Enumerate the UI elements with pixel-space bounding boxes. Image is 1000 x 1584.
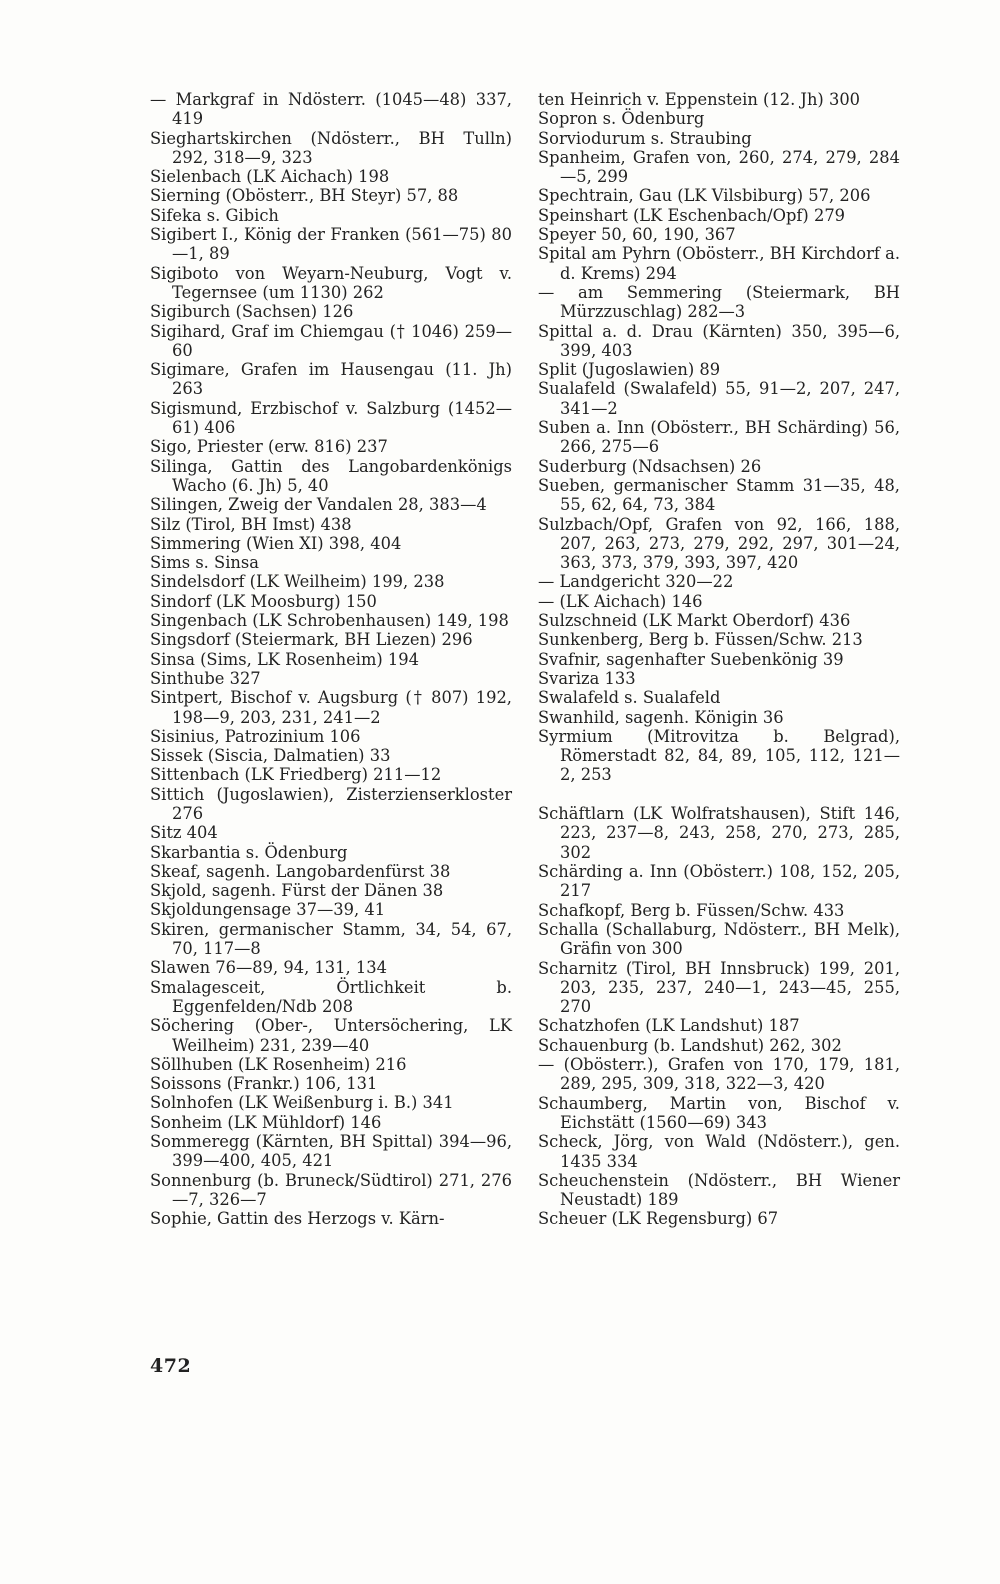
- index-entry: Sophie, Gattin des Herzogs v. Kärn-: [150, 1209, 445, 1229]
- index-entry: Spittal a. d. Drau (Kärnten) 350, 395—6, 399, 403: [538, 321, 900, 360]
- index-entry: Speyer 50, 60, 190, 367: [538, 225, 736, 245]
- index-entry: Spechtrain, Gau (LK Vilsbiburg) 57, 206: [538, 186, 871, 206]
- index-entry: Speinshart (LK Eschenbach/Opf) 279: [538, 205, 846, 225]
- index-column-right: [538, 90, 900, 1229]
- index-entry: Sifeka s. Gibich: [150, 205, 279, 225]
- index-entry: Syrmium (Mitrovitza b. Belgrad), Römerstadt 82, 84, 89, 105, 112, 121—2, 253: [538, 726, 900, 785]
- index-entry: Schatzhofen (LK Landshut) 187: [538, 1016, 800, 1036]
- section-gap: [538, 785, 900, 805]
- index-entry: Svariza 133: [538, 668, 636, 688]
- index-entry: Sindelsdorf (LK Weilheim) 199, 238: [150, 572, 445, 592]
- index-entry: Swanhild, sagenh. Königin 36: [538, 707, 784, 727]
- index-entry: Sunkenberg, Berg b. Füssen/Schw. 213: [538, 630, 863, 650]
- index-entry: Sims s. Sinsa: [150, 553, 259, 573]
- index-entry: — Markgraf in Ndösterr. (1045—48) 337, 419: [150, 90, 512, 129]
- index-entry: Sorviodurum s. Straubing: [538, 128, 752, 148]
- index-entry: Singenbach (LK Schrobenhausen) 149, 198: [150, 611, 509, 631]
- index-entry: Sueben, germanischer Stamm 31—35, 48, 55, 62, 64, 73, 384: [538, 475, 900, 515]
- index-entry: Suben a. Inn (Obösterr., BH Schärding) 56, 266, 275—6: [538, 418, 900, 457]
- index-column-left: [150, 90, 512, 1229]
- index-entry: Sualafeld (Swalafeld) 55, 91—2, 207, 247, 341—2: [538, 379, 900, 418]
- index-entry: — am Semmering (Steiermark, BH Mürzzuschlag) 282—3: [538, 282, 900, 322]
- index-entry: Scharnitz (Tirol, BH Innsbruck) 199, 201, 203, 235, 237, 240—1, 243—45, 255, 270: [538, 958, 900, 1017]
- index-entry: Sittenbach (LK Friedberg) 211—12: [150, 765, 442, 785]
- index-entry: Sieghartskirchen (Ndösterr., BH Tulln) 292, 318—9, 323: [150, 128, 512, 167]
- index-entry: Sigihard, Graf im Chiemgau († 1046) 259—60: [150, 321, 512, 360]
- index-entry: Smalagesceit, Örtlichkeit b. Eggenfelden/Ndb 208: [150, 977, 512, 1016]
- index-entry: Silz (Tirol, BH Imst) 438: [150, 514, 352, 534]
- index-entry: Sonnenburg (b. Bruneck/Südtirol) 271, 276—7, 326—7: [150, 1170, 512, 1209]
- index-entry: Sisinius, Patrozinium 106: [150, 726, 361, 746]
- index-entry: ten Heinrich v. Eppenstein (12. Jh) 300: [538, 90, 861, 109]
- index-entry: Silingen, Zweig der Vandalen 28, 383—4: [150, 495, 487, 515]
- index-entry: Skiren, germanischer Stamm, 34, 54, 67, 70, 117—8: [150, 919, 512, 959]
- index-entry: Skarbantia s. Ödenburg: [150, 842, 348, 862]
- index-entry: Sigibert I., König der Franken (561—75) 80—1, 89: [150, 225, 512, 264]
- index-entry: Scheuer (LK Regensburg) 67: [538, 1209, 779, 1229]
- index-entry: Sierning (Obösterr., BH Steyr) 57, 88: [150, 186, 459, 206]
- index-entry: Silinga, Gattin des Langobardenkönigs Wacho (6. Jh) 5, 40: [150, 456, 512, 495]
- index-entry: Singsdorf (Steiermark, BH Liezen) 296: [150, 630, 473, 650]
- index-entry: Sielenbach (LK Aichach) 198: [150, 167, 390, 187]
- index-entry: Scheck, Jörg, von Wald (Ndösterr.), gen. 1435 334: [538, 1132, 900, 1171]
- index-entry: Schaumberg, Martin von, Bischof v. Eichstätt (1560—69) 343: [538, 1093, 900, 1132]
- index-entry: Sissek (Siscia, Dalmatien) 33: [150, 746, 391, 766]
- index-entry: Sittich (Jugoslawien), Zisterzienserkloster 276: [150, 784, 512, 823]
- index-entry: Sigismund, Erzbischof v. Salzburg (1452—61) 406: [150, 398, 512, 438]
- index-entry: Swalafeld s. Sualafeld: [538, 688, 721, 708]
- index-entry: Svafnir, sagenhafter Suebenkönig 39: [538, 649, 844, 669]
- index-entry: Sintpert, Bischof v. Augsburg († 807) 192, 198—9, 203, 231, 241—2: [150, 688, 512, 727]
- index-entry: Skeaf, sagenh. Langobardenfürst 38: [150, 861, 451, 881]
- index-entry: Sulzschneid (LK Markt Oberdorf) 436: [538, 611, 851, 631]
- index-entry: Sulzbach/Opf, Grafen von 92, 166, 188, 207, 263, 273, 279, 292, 297, 301—24, 363, 373, 379, 393, 397, 420: [538, 514, 900, 573]
- index-entry: Suderburg (Ndsachsen) 26: [538, 456, 762, 476]
- index-entry: Skjoldungensage 37—39, 41: [150, 900, 386, 920]
- index-entry: Schalla (Schallaburg, Ndösterr., BH Melk), Gräfin von 300: [538, 919, 900, 959]
- index-entry: Söllhuben (LK Rosenheim) 216: [150, 1054, 407, 1074]
- index-entry: Sigiboto von Weyarn-Neuburg, Vogt v. Tegernsee (um 1130) 262: [150, 263, 512, 302]
- index-entry: Soissons (Frankr.) 106, 131: [150, 1074, 378, 1094]
- index-entry: Schäftlarn (LK Wolfratshausen), Stift 146, 223, 237—8, 243, 258, 270, 273, 285, 302: [538, 804, 900, 862]
- index-entry: Sigiburch (Sachsen) 126: [150, 302, 354, 322]
- index-entry: Sinsa (Sims, LK Rosenheim) 194: [150, 649, 419, 669]
- index-entry: Slawen 76—89, 94, 131, 134: [150, 958, 387, 978]
- index-entry: Split (Jugoslawien) 89: [538, 360, 721, 380]
- index-entry: Söchering (Ober-, Untersöchering, LK Weilheim) 231, 239—40: [150, 1016, 512, 1055]
- index-entry: Sinthube 327: [150, 668, 261, 688]
- index-entry: Sopron s. Ödenburg: [538, 109, 705, 129]
- index-entry: — Landgericht 320—22: [538, 572, 734, 592]
- index-entry: Sigimare, Grafen im Hausengau (11. Jh) 263: [150, 360, 512, 399]
- index-entry: Sigo, Priester (erw. 816) 237: [150, 437, 388, 457]
- index-entry: Sindorf (LK Moosburg) 150: [150, 591, 377, 611]
- index-entry: Spanheim, Grafen von, 260, 274, 279, 284—5, 299: [538, 147, 900, 187]
- index-entry: — (LK Aichach) 146: [538, 591, 703, 611]
- index-entry: Schärding a. Inn (Obösterr.) 108, 152, 205, 217: [538, 862, 900, 901]
- index-entry: Sonheim (LK Mühldorf) 146: [150, 1112, 382, 1132]
- index-entry: Solnhofen (LK Weißenburg i. B.) 341: [150, 1093, 454, 1113]
- index-entry: Skjold, sagenh. Fürst der Dänen 38: [150, 881, 444, 901]
- index-entry: Simmering (Wien XI) 398, 404: [150, 533, 402, 553]
- index-entry: Spital am Pyhrn (Obösterr., BH Kirchdorf a. d. Krems) 294: [538, 244, 900, 283]
- index-entry: Sitz 404: [150, 823, 218, 843]
- index-entry: Schauenburg (b. Landshut) 262, 302: [538, 1035, 842, 1055]
- index-entry: — (Obösterr.), Grafen von 170, 179, 181, 289, 295, 309, 318, 322—3, 420: [538, 1055, 900, 1094]
- index-entry: Schafkopf, Berg b. Füssen/Schw. 433: [538, 900, 845, 920]
- page-number: 472: [150, 1355, 192, 1377]
- index-entry: Scheuchenstein (Ndösterr., BH Wiener Neustadt) 189: [538, 1170, 900, 1210]
- index-entry: Sommeregg (Kärnten, BH Spittal) 394—96, 399—400, 405, 421: [150, 1132, 512, 1171]
